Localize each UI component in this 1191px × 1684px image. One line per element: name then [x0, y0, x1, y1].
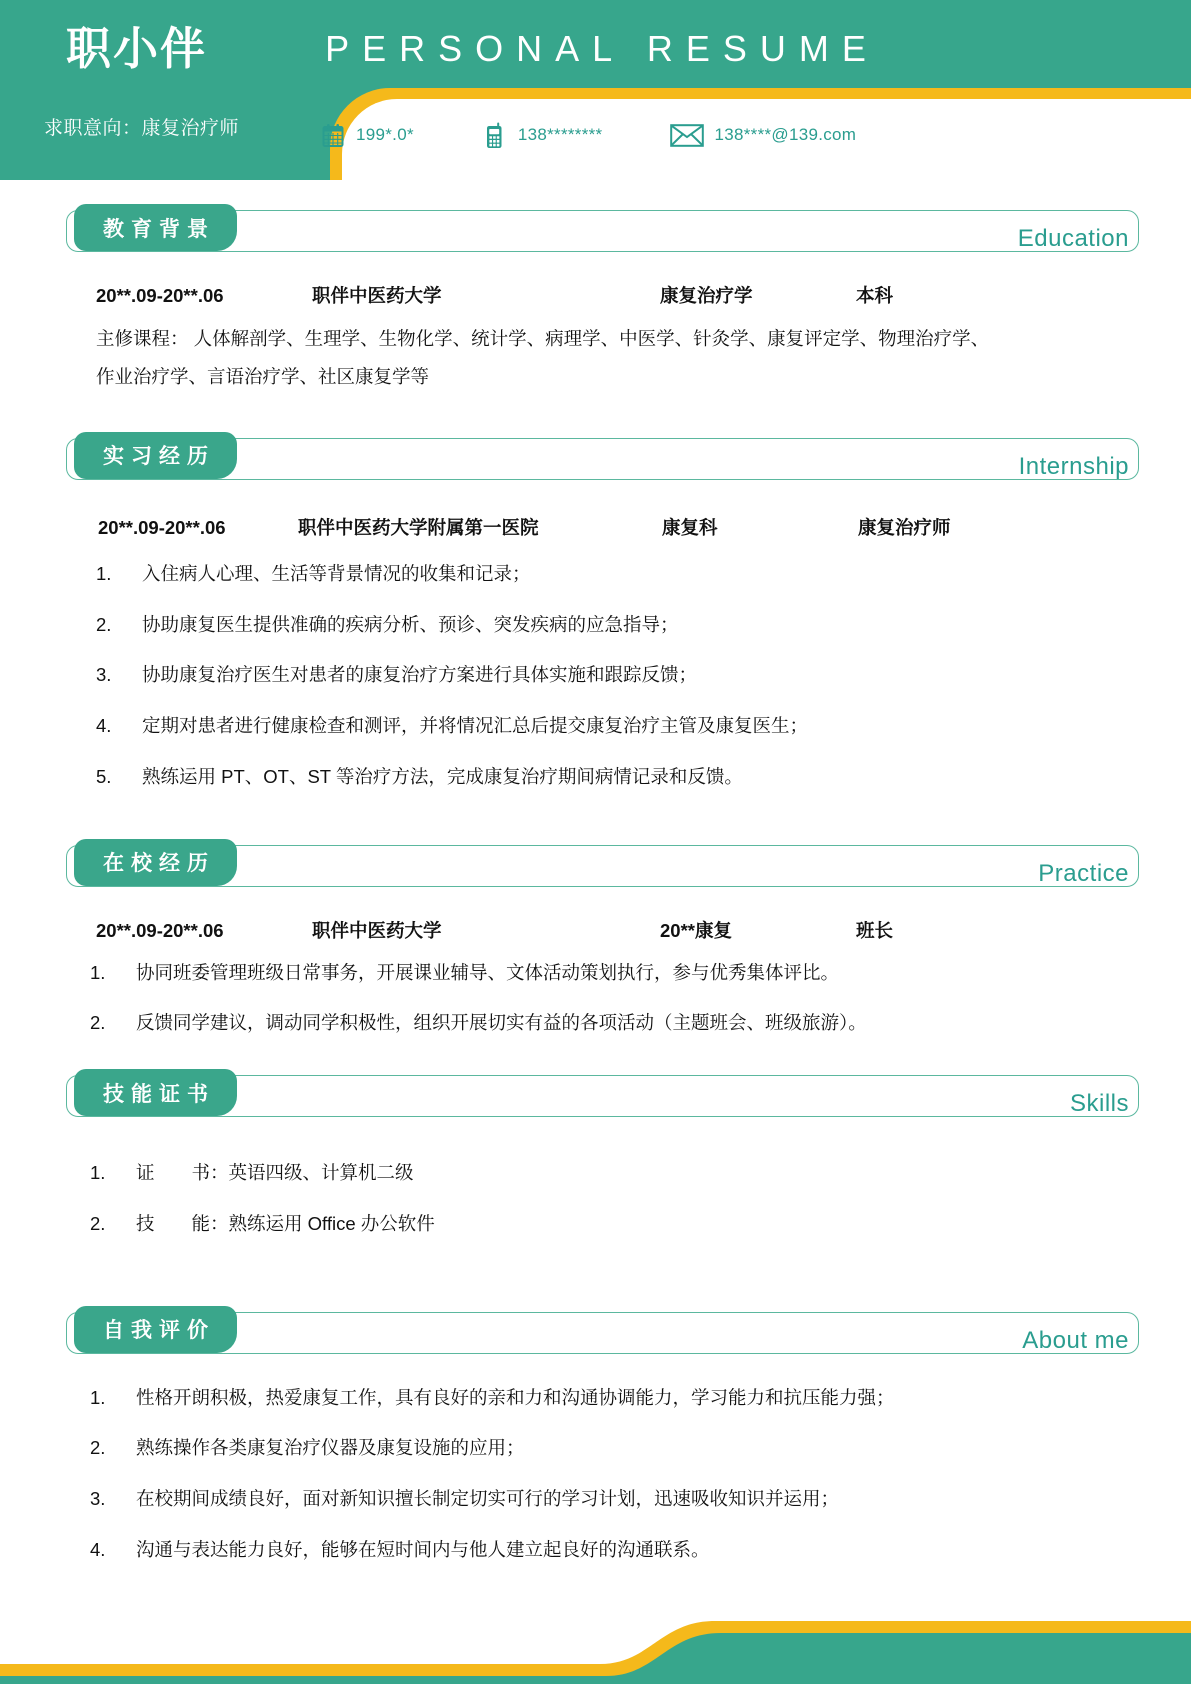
- bullet-number: 2.: [90, 1212, 106, 1234]
- bullet-text: 在校期间成绩良好，面对新知识擅长制定切实可行的学习计划，迅速吸收知识并运用；: [136, 1488, 840, 1510]
- list-item: [90, 959, 1139, 987]
- about-bullet-list: [90, 1384, 1139, 1564]
- bullet-text: 沟通与表达能力良好，能够在短时间内与他人建立起良好的沟通联系。: [136, 1538, 710, 1560]
- section-body-skills: [90, 1159, 1139, 1238]
- bullet-text: 定期对患者进行健康检查和测评，并将情况汇总后提交康复治疗主管及康复医生；: [142, 715, 809, 737]
- internship-org: 职伴中医药大学附属第一医院: [298, 516, 539, 538]
- section-body-education: [96, 282, 1139, 392]
- contact-birthdate: [320, 122, 414, 148]
- bullet-number: 3.: [90, 1488, 106, 1510]
- education-courses-line-2: 作业治疗学、言语治疗学、社区康复学等: [96, 365, 430, 387]
- practice-bullet-list: [90, 959, 1139, 1038]
- section-label-skills-cn: 技能证书: [103, 1082, 215, 1106]
- calendar-icon: [320, 122, 346, 148]
- list-item: [90, 1159, 1139, 1187]
- section-label-about-en: About me: [1022, 1326, 1129, 1354]
- internship-role: 康复治疗师: [858, 516, 951, 538]
- phone-value: 138********: [517, 125, 603, 144]
- bullet-text: 协助康复医生提供准确的疾病分析、预诊、突发疾病的应急指导；: [142, 613, 679, 635]
- section-header-about: [66, 1306, 1139, 1356]
- list-item: [90, 1210, 1139, 1238]
- section-pill-education: [74, 204, 237, 251]
- page-header: [0, 0, 1191, 180]
- contact-email: [670, 122, 856, 148]
- skills-bullet-list: [90, 1159, 1139, 1238]
- bullet-number: 2.: [96, 613, 112, 635]
- section-body-about: [90, 1384, 1139, 1564]
- bullet-number: 2.: [90, 1437, 106, 1459]
- job-objective: 求职意向：康复治疗师: [44, 118, 240, 139]
- section-header-practice: [66, 839, 1139, 889]
- bullet-number: 1.: [90, 961, 106, 983]
- practice-role: 班长: [856, 919, 894, 941]
- contact-row: [320, 122, 856, 148]
- bullet-text: 协同班委管理班级日常事务，开展课业辅导、文体活动策划执行，参与优秀集体评比。: [136, 961, 840, 983]
- section-header-internship: [66, 432, 1139, 482]
- education-school: 职伴中医药大学: [312, 285, 442, 306]
- bullet-number: 1.: [96, 562, 112, 584]
- mobile-phone-icon: [482, 122, 508, 148]
- footer-decoration: [0, 1566, 1191, 1684]
- practice-class: 20**康复: [660, 919, 732, 941]
- section-label-internship-en: Internship: [1018, 452, 1129, 480]
- birthdate-value: 199*.0*: [356, 125, 414, 144]
- section-body-internship: [96, 514, 1139, 791]
- bullet-text: 反馈同学建议，调动同学积极性，组织开展切实有益的各项活动（主题班会、班级旅游）。: [136, 1012, 867, 1034]
- education-degree: 本科: [856, 285, 894, 306]
- brand-name: 职小伴: [66, 23, 208, 74]
- section-label-education-en: Education: [1017, 225, 1129, 252]
- list-item: [96, 560, 1139, 588]
- education-entry-row: [96, 282, 1139, 308]
- section-label-skills-en: Skills: [1069, 1090, 1129, 1118]
- bullet-number: 1.: [90, 1386, 106, 1408]
- list-item: [90, 1434, 1139, 1462]
- section-label-internship-cn: 实习经历: [103, 445, 215, 469]
- page-title: PERSONAL RESUME: [325, 28, 879, 69]
- section-pill-skills: [74, 1069, 237, 1116]
- envelope-icon: [670, 122, 704, 148]
- section-header-skills: [66, 1069, 1139, 1119]
- internship-dept: 康复科: [662, 516, 718, 538]
- section-pill-practice: [74, 839, 237, 886]
- section-pill-about: [74, 1306, 237, 1353]
- bullet-text: 熟练运用 PT、OT、ST 等治疗方法，完成康复治疗期间病情记录和反馈。: [142, 765, 743, 787]
- bullet-text: 性格开朗积极，热爱康复工作，具有良好的亲和力和沟通协调能力，学习能力和抗压能力强；: [136, 1386, 895, 1408]
- bullet-text: 熟练操作各类康复治疗仪器及康复设施的应用；: [136, 1437, 525, 1459]
- list-item: [90, 1009, 1139, 1037]
- bullet-number: 1.: [90, 1162, 106, 1184]
- list-item: [96, 661, 1139, 689]
- resume-body: [0, 180, 1191, 1564]
- education-courses-line-1: 主修课程： 人体解剖学、生理学、生物化学、统计学、病理学、中医学、针灸学、康复评定学、物理治疗学、: [96, 328, 990, 349]
- bullet-text: 技 能：熟练运用 Office 办公软件: [136, 1212, 435, 1234]
- bullet-number: 2.: [90, 1012, 106, 1034]
- bullet-text: 证 书：英语四级、计算机二级: [136, 1162, 414, 1184]
- list-item: [90, 1384, 1139, 1412]
- section-label-practice-en: Practice: [1038, 859, 1129, 887]
- list-item: [90, 1485, 1139, 1513]
- section-body-practice: [90, 917, 1139, 1038]
- bullet-text: 入住病人心理、生活等背景情况的收集和记录；: [142, 562, 531, 584]
- footer-green-band: [0, 1633, 1191, 1684]
- list-item: [96, 763, 1139, 791]
- list-item: [90, 1536, 1139, 1564]
- education-date: 20**.09-20**.06: [96, 285, 224, 306]
- practice-date: 20**.09-20**.06: [96, 919, 224, 941]
- bullet-number: 3.: [96, 664, 112, 686]
- contact-phone: [482, 122, 603, 148]
- section-header-education: [66, 204, 1139, 254]
- practice-org: 职伴中医药大学: [312, 919, 442, 941]
- list-item: [96, 712, 1139, 740]
- section-label-about-cn: 自我评价: [103, 1319, 215, 1343]
- section-pill-internship: [74, 432, 237, 479]
- list-item: [96, 611, 1139, 639]
- internship-date: 20**.09-20**.06: [98, 516, 226, 538]
- internship-entry-row: [96, 514, 1139, 540]
- bullet-number: 4.: [90, 1538, 106, 1560]
- bullet-text: 协助康复治疗医生对患者的康复治疗方案进行具体实施和跟踪反馈；: [142, 664, 698, 686]
- page-footer: [0, 1566, 1191, 1684]
- education-major: 康复治疗学: [660, 285, 753, 306]
- email-value: 138****@139.com: [714, 125, 857, 144]
- practice-entry-row: [96, 917, 1139, 943]
- bullet-number: 5.: [96, 765, 112, 787]
- internship-bullet-list: [96, 560, 1139, 791]
- bullet-number: 4.: [96, 715, 112, 737]
- section-label-practice-cn: 在校经历: [103, 852, 215, 876]
- section-label-education-cn: 教育背景: [103, 217, 215, 241]
